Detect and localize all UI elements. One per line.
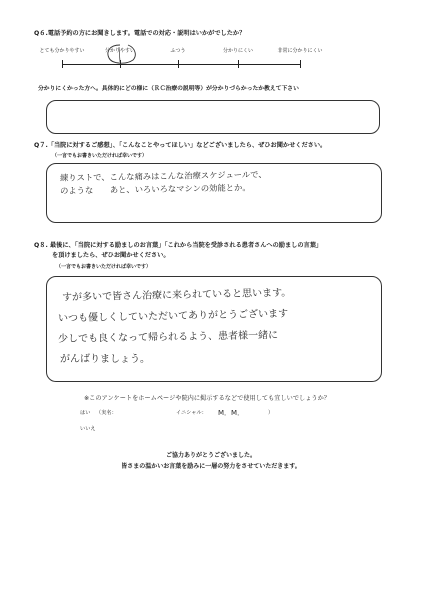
closing-thanks: ご協力ありがとうございました。: [165, 452, 256, 459]
consent-no-option[interactable]: いいえ: [80, 426, 96, 432]
scale-label-easy: 分かりやすい: [104, 48, 136, 54]
scale-tick: [62, 60, 63, 68]
q8-handwritten-line: 少しでも良くなって帰られるよう、患者様一緒に: [57, 330, 279, 345]
q8-handwritten-line: すが多いで皆さん治療に来られていると思います。: [61, 287, 292, 304]
q7-handwritten-line: 練りストで、こんな痛みはこんな治療スケジュールで、: [59, 169, 267, 183]
consent-question: ※このアンケートをホームページや院内に掲示するなどで使用しても宜しいでしょうか？: [84, 395, 330, 402]
scale-tick: [238, 60, 239, 68]
q8-question-line2: を頂けましたら、ぜひお聞かせください。: [52, 252, 170, 259]
scale-tick: [300, 60, 301, 68]
q8-question-line1: Q８. 最後に、「当院に対する励ましのお言葉」「これから当院を受診される患者さんへの励ましの言葉」: [34, 242, 323, 249]
q6-answer-box[interactable]: [46, 100, 380, 134]
consent-initial-value[interactable]: M．M．: [218, 409, 245, 417]
q6-followup: 分かりにくかった方へ。具体的にどの様に（ＲＣ治療の説明等）が分かりづらかったか教えて下さい: [38, 86, 299, 92]
q8-handwritten-line: がんばりましょう。: [60, 354, 150, 365]
q7-question: Q７.「当院に対するご感想」、「こんなことやってほしい」などございましたら、ぜひお聞かせください。: [34, 142, 327, 149]
q7-note: （一言でもお書きいただければ幸いです）: [52, 153, 148, 159]
q8-handwritten-line: いつも優しくしていただいてありがとうございます: [57, 308, 289, 325]
consent-realname-label: （実名：: [96, 410, 117, 416]
scale-label-hard: 分かりにくい: [222, 48, 254, 54]
closing-message: 皆さまの温かいお言葉を励みに一層の努力をさせていただきます。: [121, 463, 301, 470]
consent-initial-label: イニシャル：: [176, 410, 207, 416]
scale-tick: [178, 60, 179, 68]
scale-label-very-hard: 非常に分かりにくい: [277, 48, 323, 54]
scale-label-very-easy: とても分かりやすい: [39, 48, 85, 54]
consent-yes-option[interactable]: はい: [80, 410, 91, 416]
consent-close-paren: ）: [268, 410, 274, 416]
q6-question: Q６.電話予約の方にお聞きします。電話での対応・説明はいかがでしたか？: [34, 30, 246, 37]
scale-label-normal: ふつう: [170, 48, 186, 54]
q7-handwritten-line: のような あと、いろいろなマシンの効能とか。: [59, 182, 251, 196]
selection-circle-mark: [104, 42, 138, 68]
scale-line: [62, 64, 300, 65]
q8-note: （一言でもお書きいただければ幸いです）: [56, 264, 152, 270]
